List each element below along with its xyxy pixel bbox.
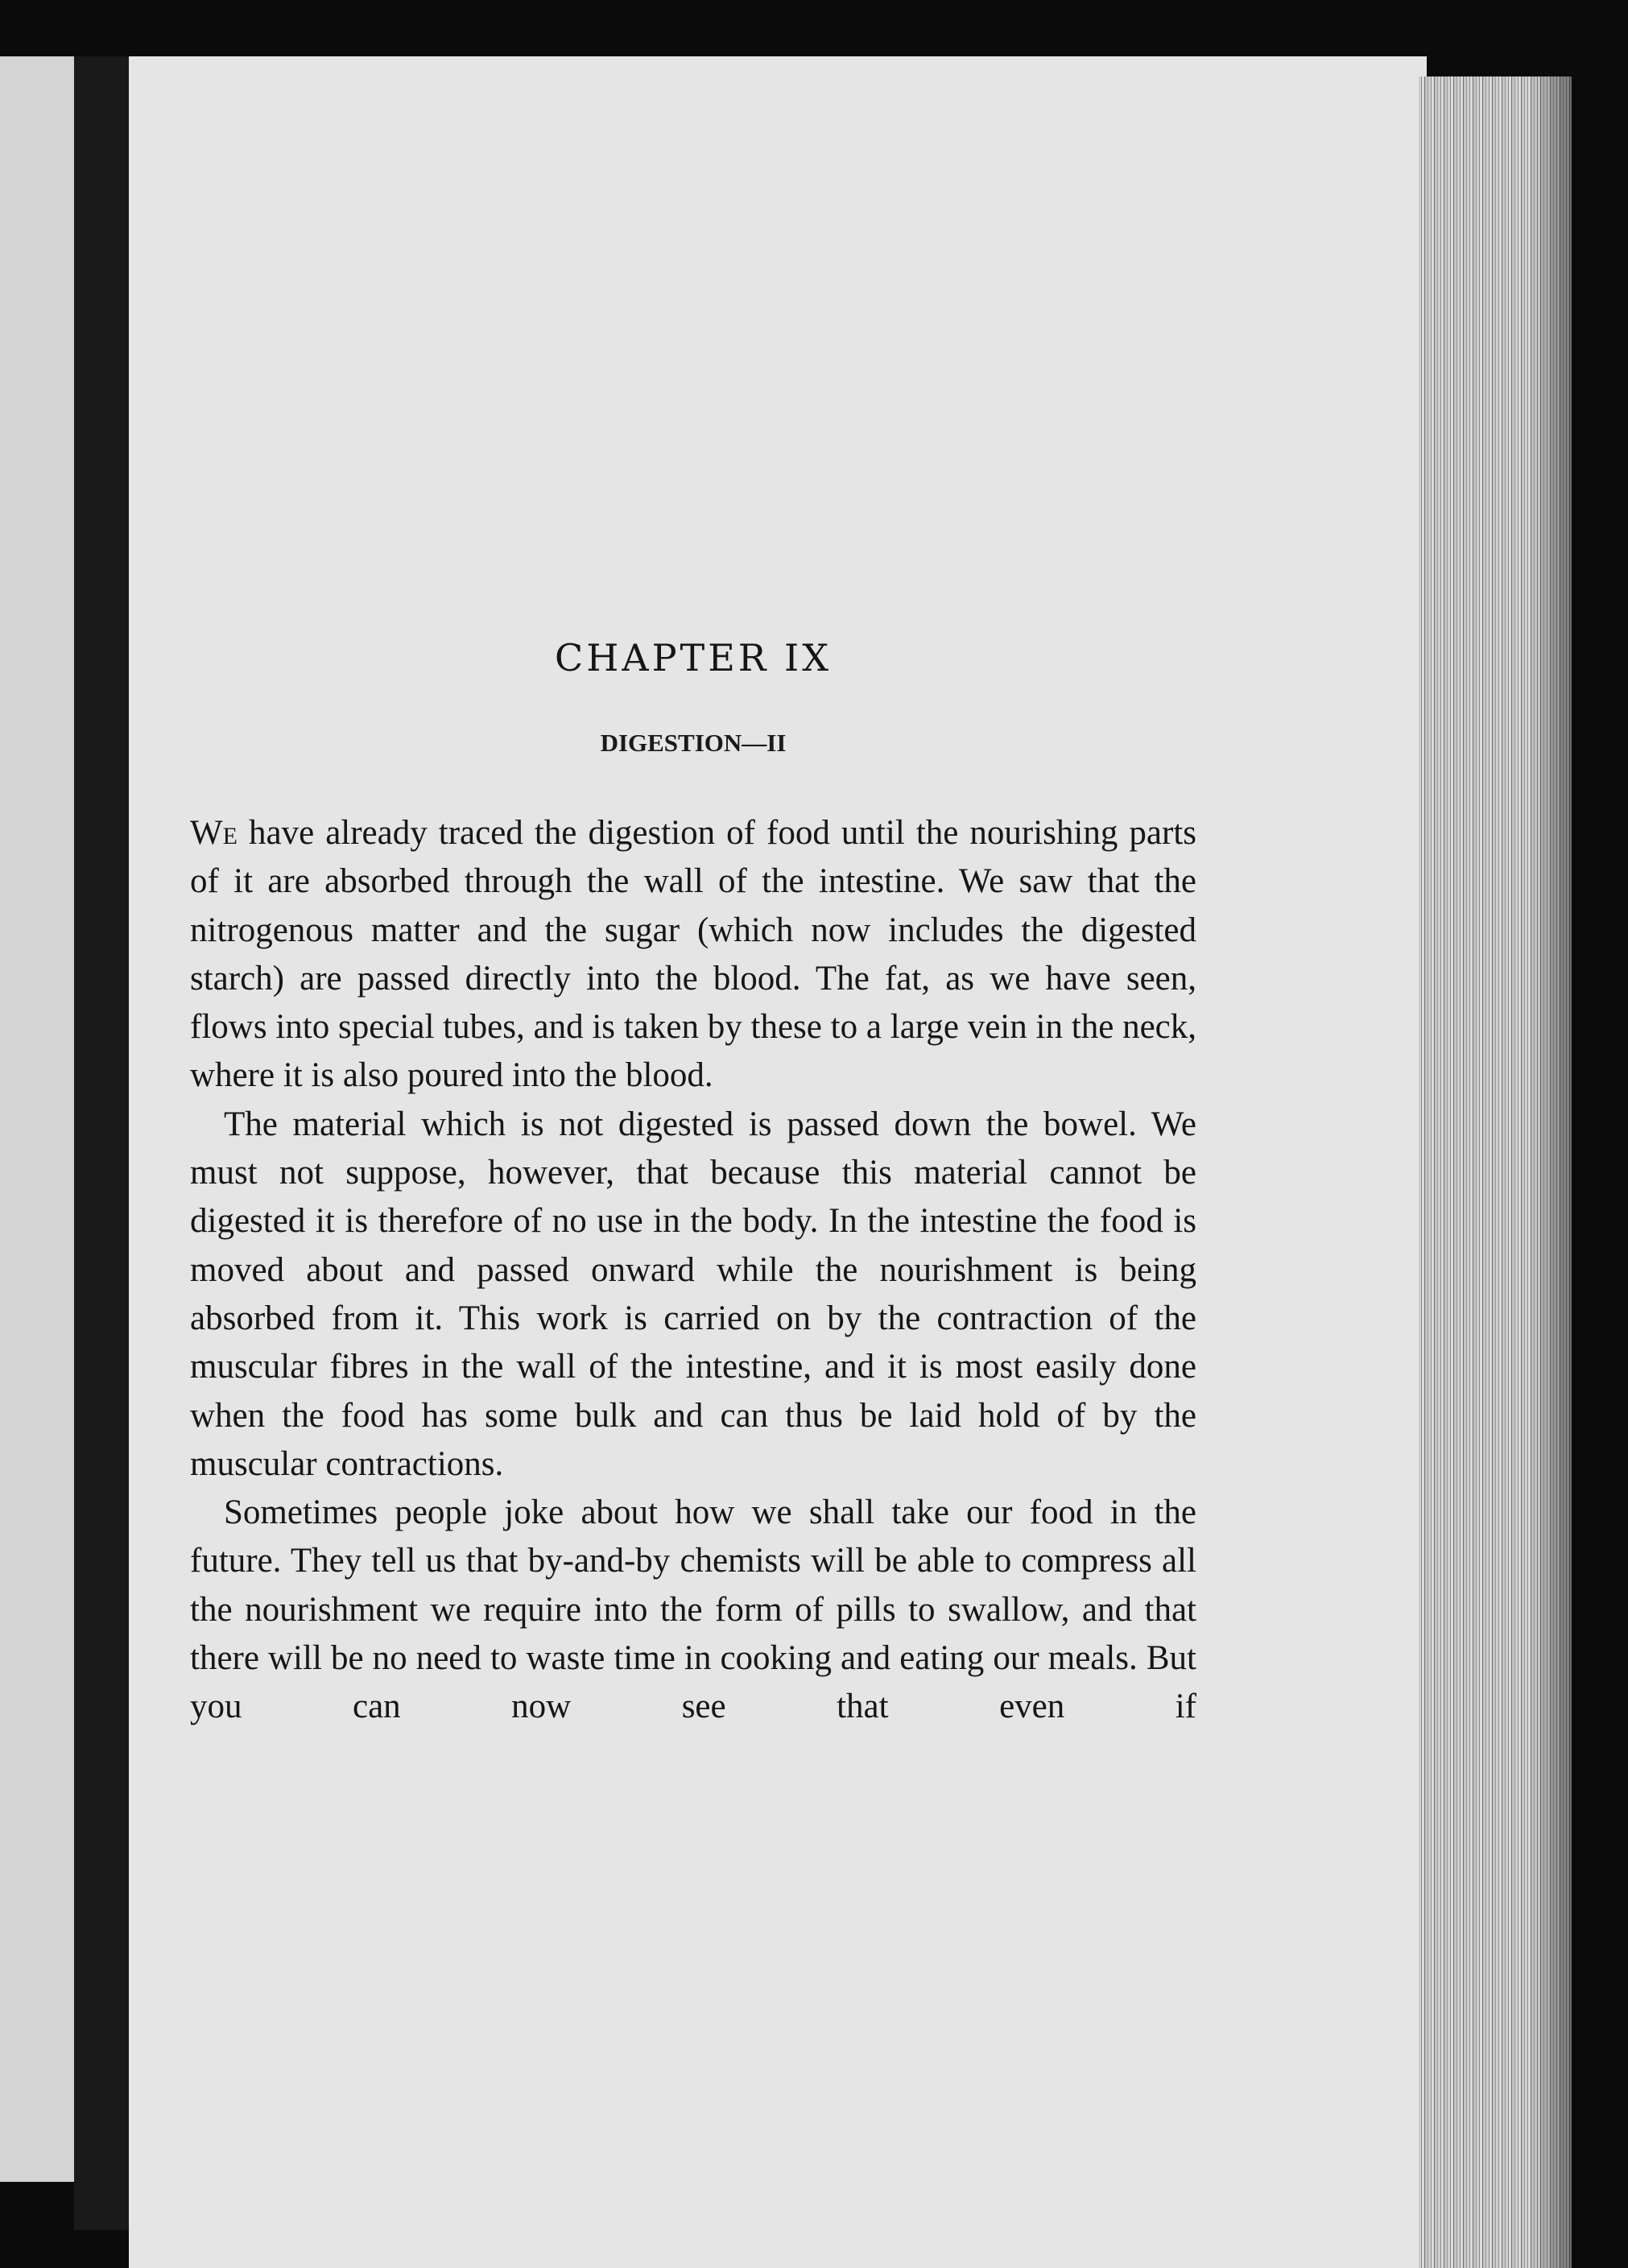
chapter-subtitle: DIGESTION—II xyxy=(600,729,787,757)
paragraph-1-opening-word: We xyxy=(190,814,238,852)
paragraph-1 xyxy=(190,809,1196,1101)
paragraph-3: Sometimes people joke about how we shall take our food in the future. They tell us that by-and-by chemists will be able to compress all the nourishment we require into the form of pills to swallow, and that there will be no need to waste time in cooking and eating our meals. But you can now see that even if xyxy=(190,1493,1196,1726)
paragraph-1-text: have already traced the digestion of food until the nourishing parts of it are absorbed through the wall of the intestine. We saw that the nitrogenous matter and the sugar (which now includes the digested starch) are passed directly into the blood. The fat, as we have seen, flows into special tubes, and is taken by these to a large vein in the neck, where it is also poured into the blood. xyxy=(190,814,1196,1095)
facing-page-edge xyxy=(0,56,74,2182)
chapter-title: CHAPTER IX xyxy=(555,636,832,680)
paragraph-2: The material which is not digested is passed down the bowel. We must not suppose, however, that because this material cannot be digested it is therefore of no use in the body. In the intestine the food is moved about and passed onward while the nourishment is being absorbed from it. This work is carried on by the contraction of the muscular fibres in the wall of the intestine, and it is most easily done when the food has some bulk and can thus be laid hold of by the muscular contractions. xyxy=(190,1105,1196,1483)
book-gutter xyxy=(74,56,130,2230)
body-text xyxy=(190,809,1196,1732)
page-stack-shadow xyxy=(1530,76,1572,2268)
